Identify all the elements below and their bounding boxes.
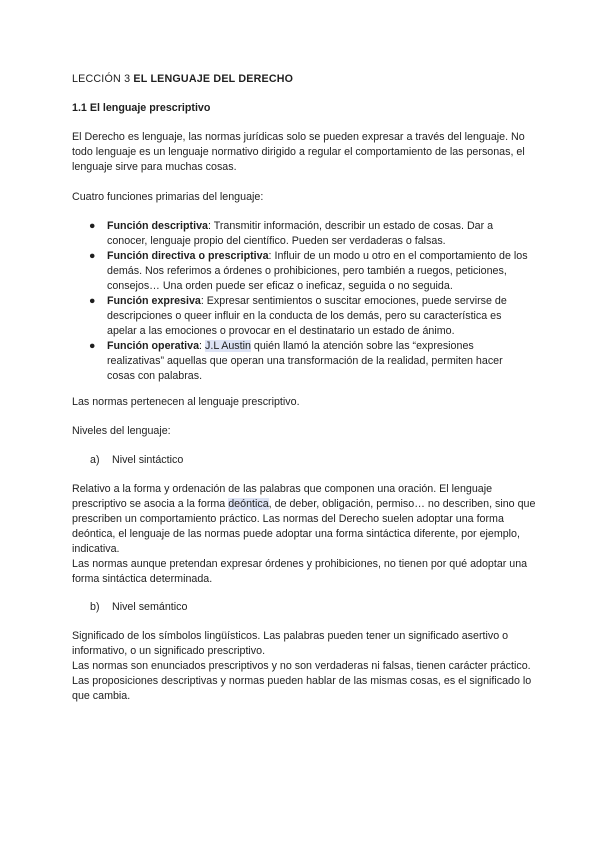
function-text: : Influir de un modo u otro en el comportamiento de los demás. Nos referimos a órdenes o prohibiciones, pero también a ruegos, peticiones, consejos… Una orden puede ser eficaz o ineficaz, seguida o no seguida.: [107, 250, 528, 292]
function-text: : Transmitir información, describir un estado de cosas. Dar a conocer, lenguaje propio del científico. Pueden ser verdaderas o falsas.: [107, 220, 494, 247]
syntactic-text: , de deber, obligación, permiso… no describen, sino que prescriben un comportamiento práctico. Las normas del Derecho suelen adoptar una forma deóntica, el lenguaje de las normas puede adoptar una forma sintáctica diferente, por ejemplo, indicativa.: [72, 498, 536, 555]
level-b-label: b): [90, 601, 100, 613]
list-item: [72, 339, 532, 384]
function-term: Función expresiva: [107, 295, 201, 307]
normas-line: Las normas pertenecen al lenguaje prescriptivo.: [72, 396, 300, 408]
syntactic-text: Relativo a la forma y ordenación de las palabras que componen una oración. El lenguaje prescriptivo se asocia a la forma: [72, 483, 493, 510]
highlighted-name: J.L Austin: [205, 340, 251, 352]
lesson-heading: [72, 72, 542, 87]
highlighted-term: deóntica: [228, 498, 269, 510]
lesson-prefix: LECCIÓN 3: [72, 73, 131, 85]
syntactic-paragraph-2: Las normas aunque pretendan expresar órdenes y prohibiciones, no tienen por qué adoptar una forma sintáctica determinada.: [72, 558, 528, 585]
function-term: Función operativa: [107, 340, 200, 352]
semantic-paragraph-2: Las normas son enunciados prescriptivos y no son verdaderas ni falsas, tienen carácter práctico. Las proposiciones descriptivas y normas pueden hablar de las mismas cosas, es el significado lo que cambia.: [72, 660, 532, 702]
level-b-heading: [90, 600, 187, 615]
niveles-line: Niveles del lenguaje:: [72, 425, 171, 437]
level-b-title: Nivel semántico: [111, 601, 188, 613]
function-text: : Expresar sentimientos o suscitar emociones, puede servirse de descripciones o queer influir en la conducta de los demás, pero su característica es apelar a las emociones o provocar en el destinatario un estado de ánimo.: [107, 295, 507, 337]
list-item: [72, 249, 532, 294]
level-a-title: Nivel sintáctico: [111, 454, 184, 466]
function-pre: :: [199, 340, 205, 352]
bullet-icon: ●: [89, 340, 96, 352]
functions-list: [72, 219, 532, 384]
level-a-heading: [90, 453, 183, 468]
syntactic-paragraph: [72, 482, 542, 557]
bullet-icon: ●: [89, 250, 96, 262]
function-text: quién llamó la atención sobre las “expresiones realizativas” aquellas que operan una transformación de la realidad, permiten hacer cosas con palabras.: [107, 340, 503, 382]
semantic-paragraph: Significado de los símbolos lingüísticos. Las palabras pueden tener un significado asertivo o informativo, o un significado prescriptivo.: [72, 630, 509, 657]
list-item: [72, 219, 532, 249]
level-a-label: a): [90, 454, 100, 466]
bullet-icon: ●: [89, 295, 96, 307]
function-term: Función directiva o prescriptiva: [107, 250, 269, 262]
bullet-icon: ●: [89, 220, 96, 232]
section-title: 1.1 El lenguaje prescriptivo: [72, 102, 211, 114]
functions-intro: Cuatro funciones primarias del lenguaje:: [72, 191, 264, 203]
intro-paragraph: El Derecho es lenguaje, las normas jurídicas solo se pueden expresar a través del lenguaje. No todo lenguaje es un lenguaje normativo dirigido a regular el comportamiento de las personas, el lenguaje sirve para muchas cosas.: [72, 131, 525, 173]
list-item: [72, 294, 532, 339]
function-term: Función descriptiva: [107, 220, 208, 232]
lesson-title: EL LENGUAJE DEL DERECHO: [133, 73, 294, 85]
